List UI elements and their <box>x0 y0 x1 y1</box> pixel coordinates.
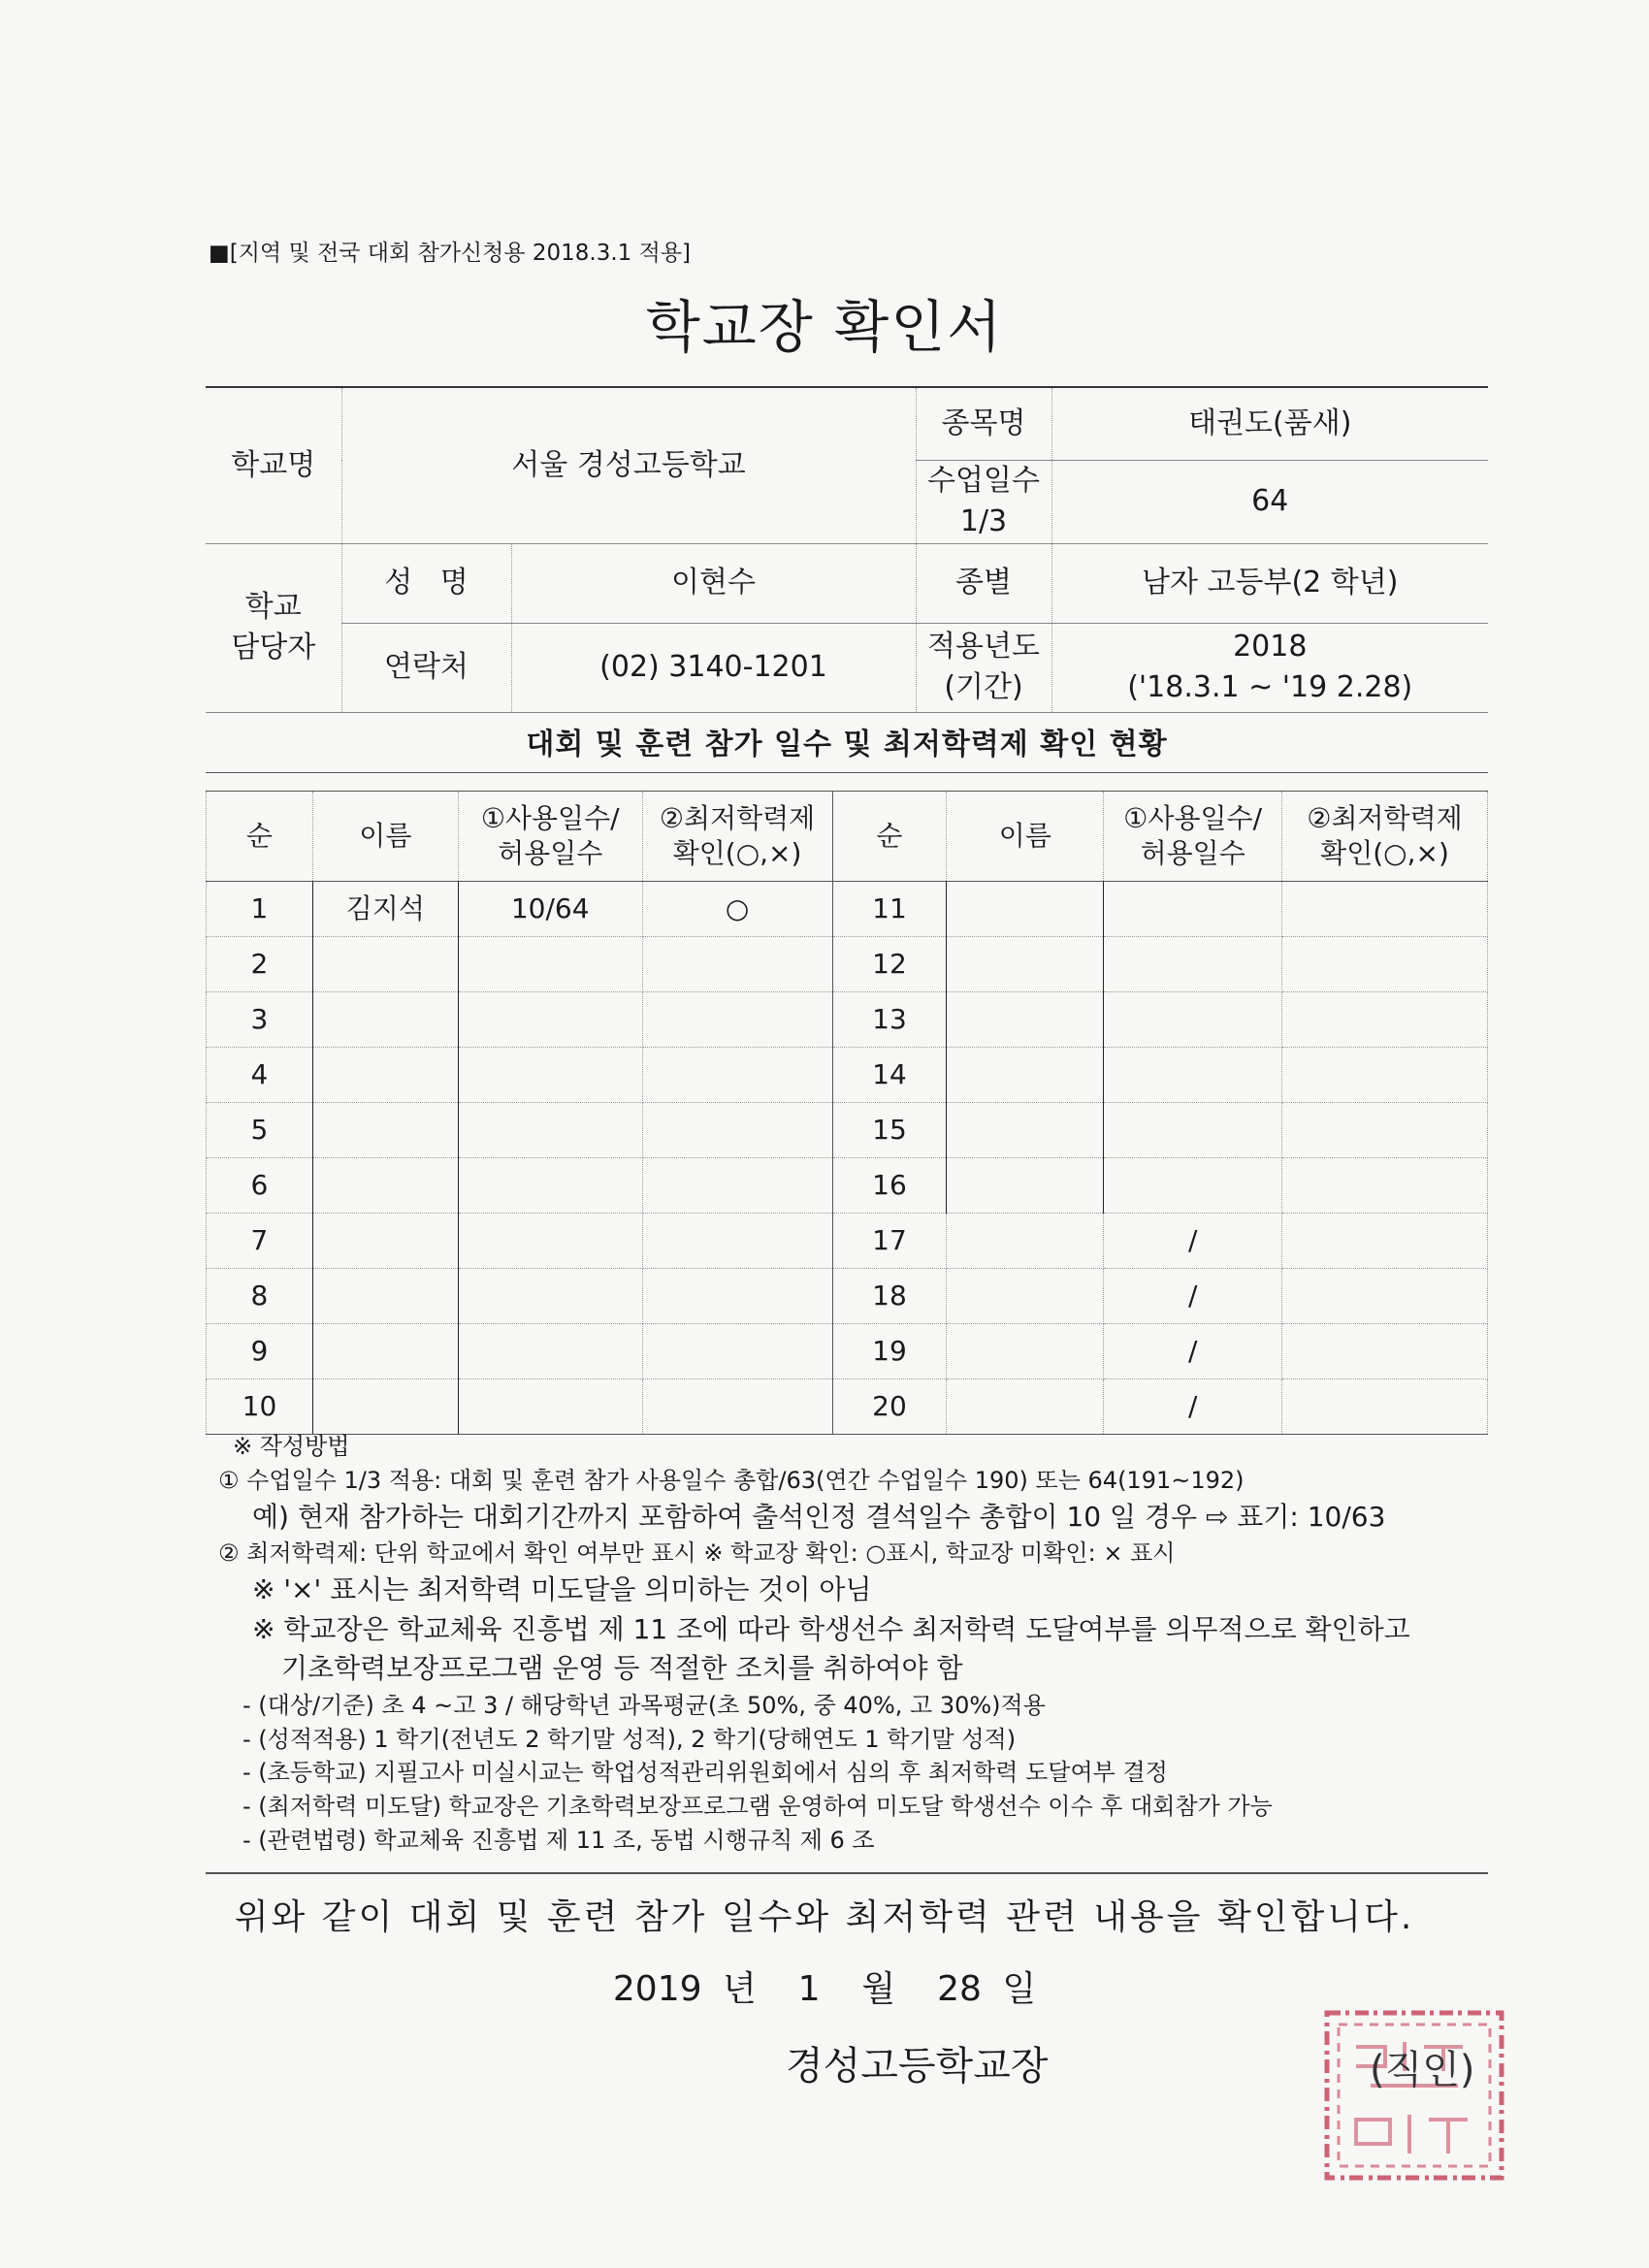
row-name <box>312 1103 458 1158</box>
row-name <box>947 992 1104 1048</box>
row-check <box>1282 937 1488 992</box>
row-check <box>1282 1269 1488 1324</box>
note-item: - (관련법령) 학교체육 진흥법 제 11 조, 동법 시행규칙 제 6 조 <box>242 1826 875 1854</box>
row-days <box>458 992 642 1048</box>
row-days: / <box>1104 1269 1282 1324</box>
row-days: 10/64 <box>458 882 642 937</box>
row-check <box>642 937 832 992</box>
table-row <box>207 937 1488 992</box>
row-number: 16 <box>832 1158 947 1214</box>
principal-name: 경성고등학교장 <box>786 2044 1049 2089</box>
row-check <box>642 1269 832 1324</box>
col-seq: 순 <box>832 792 947 882</box>
days-label: 수업일수 1/3 <box>916 460 1051 543</box>
row-check <box>1282 992 1488 1048</box>
school-label: 학교명 <box>206 387 341 543</box>
row-number: 18 <box>832 1269 947 1324</box>
table-row <box>207 1214 1488 1269</box>
row-number: 1 <box>207 882 313 937</box>
row-name: 김지석 <box>312 882 458 937</box>
col-check: ②최저학력제 확인(○,×) <box>642 792 832 882</box>
row-name <box>947 1379 1104 1435</box>
row-days <box>458 1048 642 1103</box>
row-check <box>1282 1158 1488 1214</box>
row-check <box>1282 1214 1488 1269</box>
row-check: ○ <box>642 882 832 937</box>
col-seq: 순 <box>207 792 313 882</box>
table-row <box>207 1158 1488 1214</box>
row-number: 3 <box>207 992 313 1048</box>
note-item: - (성적적용) 1 학기(전년도 2 학기말 성적), 2 학기(당해연도 1 학기말 성적) <box>242 1725 1017 1753</box>
row-days: / <box>1104 1379 1282 1435</box>
row-days <box>458 937 642 992</box>
row-name <box>947 1324 1104 1379</box>
table-row <box>207 1103 1488 1158</box>
row-name <box>947 937 1104 992</box>
row-number: 5 <box>207 1103 313 1158</box>
row-name <box>312 1324 458 1379</box>
issue-date: 2019 년 1 월 28 일 <box>612 1969 1037 2009</box>
row-number: 6 <box>207 1158 313 1214</box>
confirmation-text: 위와 같이 대회 및 훈련 참가 일수와 최저학력 관련 내용을 확인합니다. <box>234 1897 1415 1937</box>
category-value: 남자 고등부(2 학년) <box>1051 543 1488 623</box>
row-name <box>312 1048 458 1103</box>
row-days <box>1104 1048 1282 1103</box>
school-value: 서울 경성고등학교 <box>341 387 916 543</box>
table-header-row <box>207 792 1488 882</box>
info-table <box>206 386 1488 713</box>
sport-label: 종목명 <box>916 387 1051 460</box>
header-note: ■[지역 및 전국 대회 참가신청용 2018.3.1 적용] <box>209 241 692 266</box>
note-item: - (대상/기준) 초 4 ~고 3 / 해당학년 과목평균(초 50%, 중 40%, 고 30%)적용 <box>242 1691 1046 1719</box>
table-row <box>207 1324 1488 1379</box>
row-days <box>1104 937 1282 992</box>
note-item: ① 수업일수 1/3 적용: 대회 및 훈련 참가 사용일수 총합/63(연간 수업일수 190) 또는 64(191~192) <box>218 1466 1245 1494</box>
days-value: 64 <box>1051 460 1488 543</box>
row-number: 4 <box>207 1048 313 1103</box>
row-check <box>1282 1324 1488 1379</box>
sport-value: 태권도(품새) <box>1051 387 1488 460</box>
row-check <box>1282 1048 1488 1103</box>
row-number: 15 <box>832 1103 947 1158</box>
col-days: ①사용일수/ 허용일수 <box>458 792 642 882</box>
row-name <box>312 1158 458 1214</box>
row-days <box>458 1158 642 1214</box>
page-title: 학교장 확인서 <box>645 294 1004 360</box>
row-number: 10 <box>207 1379 313 1435</box>
contact-group-label: 학교 담당자 <box>206 543 341 712</box>
name-value: 이현수 <box>511 543 916 623</box>
row-name <box>947 1103 1104 1158</box>
row-check <box>642 992 832 1048</box>
seal-label: (직인) <box>1370 2048 1475 2092</box>
row-number: 13 <box>832 992 947 1048</box>
table-row <box>207 1379 1488 1435</box>
col-days: ①사용일수/ 허용일수 <box>1104 792 1282 882</box>
row-number: 2 <box>207 937 313 992</box>
phone-value: (02) 3140-1201 <box>511 623 916 712</box>
note-item: - (초등학교) 지필고사 미실시교는 학업성적관리위원회에서 심의 후 최저학력 도달여부 결정 <box>242 1759 1168 1787</box>
row-check <box>642 1324 832 1379</box>
row-name <box>312 937 458 992</box>
row-name <box>947 1048 1104 1103</box>
phone-label: 연락처 <box>341 623 511 712</box>
row-check <box>642 1103 832 1158</box>
row-days <box>458 1103 642 1158</box>
row-number: 8 <box>207 1269 313 1324</box>
name-label: 성 명 <box>341 543 511 623</box>
col-name: 이름 <box>312 792 458 882</box>
row-days <box>1104 992 1282 1048</box>
row-name <box>312 1214 458 1269</box>
row-days <box>1104 882 1282 937</box>
row-name <box>947 882 1104 937</box>
row-days <box>458 1379 642 1435</box>
row-name <box>312 1269 458 1324</box>
row-check <box>642 1048 832 1103</box>
row-number: 17 <box>832 1214 947 1269</box>
col-name: 이름 <box>947 792 1104 882</box>
table-row <box>207 1269 1488 1324</box>
row-name <box>947 1158 1104 1214</box>
year-label: 적용년도 (기간) <box>916 623 1051 712</box>
row-check <box>1282 1379 1488 1435</box>
row-check <box>642 1214 832 1269</box>
row-check <box>642 1158 832 1214</box>
row-days: / <box>1104 1214 1282 1269</box>
row-days <box>458 1269 642 1324</box>
note-item: 기초학력보장프로그램 운영 등 적절한 조치를 취하여야 함 <box>281 1652 963 1685</box>
row-days <box>458 1214 642 1269</box>
row-name <box>947 1214 1104 1269</box>
participation-table <box>206 791 1488 1435</box>
note-heading: ※ 작성방법 <box>233 1433 350 1460</box>
row-number: 14 <box>832 1048 947 1103</box>
row-number: 20 <box>832 1379 947 1435</box>
row-number: 19 <box>832 1324 947 1379</box>
seal-stamp-icon <box>1317 2003 1511 2187</box>
row-days: / <box>1104 1324 1282 1379</box>
row-check <box>1282 1103 1488 1158</box>
table-row <box>207 992 1488 1048</box>
official-seal <box>1317 2003 1511 2187</box>
table-row <box>207 882 1488 937</box>
table-row <box>207 1048 1488 1103</box>
divider <box>206 1872 1488 1874</box>
row-name <box>947 1269 1104 1324</box>
row-number: 9 <box>207 1324 313 1379</box>
category-label: 종별 <box>916 543 1051 623</box>
row-days <box>1104 1158 1282 1214</box>
note-item: - (최저학력 미도달) 학교장은 기초학력보장프로그램 운영하여 미도달 학생선수 이수 후 대회참가 가능 <box>242 1793 1273 1821</box>
row-number: 11 <box>832 882 947 937</box>
note-item: ② 최저학력제: 단위 학교에서 확인 여부만 표시 ※ 학교장 확인: ○표시, 학교장 미확인: × 표시 <box>218 1539 1176 1568</box>
row-check <box>1282 882 1488 937</box>
note-item: ※ '×' 표시는 최저학력 미도달을 의미하는 것이 아님 <box>252 1572 872 1605</box>
row-days <box>458 1324 642 1379</box>
year-value: 2018 ('18.3.1 ~ '19 2.28) <box>1051 623 1488 712</box>
row-number: 12 <box>832 937 947 992</box>
row-number: 7 <box>207 1214 313 1269</box>
note-item: ※ 학교장은 학교체육 진흥법 제 11 조에 따라 학생선수 최저학력 도달여부를 의무적으로 확인하고 <box>252 1612 1410 1645</box>
instructions <box>218 1430 1410 1858</box>
row-days <box>1104 1103 1282 1158</box>
col-check: ②최저학력제 확인(○,×) <box>1282 792 1488 882</box>
row-name <box>312 1379 458 1435</box>
note-item: 예) 현재 참가하는 대회기간까지 포함하여 출석인정 결석일수 총합이 10 일 경우 ⇨ 표기: 10/63 <box>252 1500 1386 1533</box>
table-title: 대회 및 훈련 참가 일수 및 최저학력제 확인 현황 <box>206 720 1488 773</box>
row-name <box>312 992 458 1048</box>
row-check <box>642 1379 832 1435</box>
